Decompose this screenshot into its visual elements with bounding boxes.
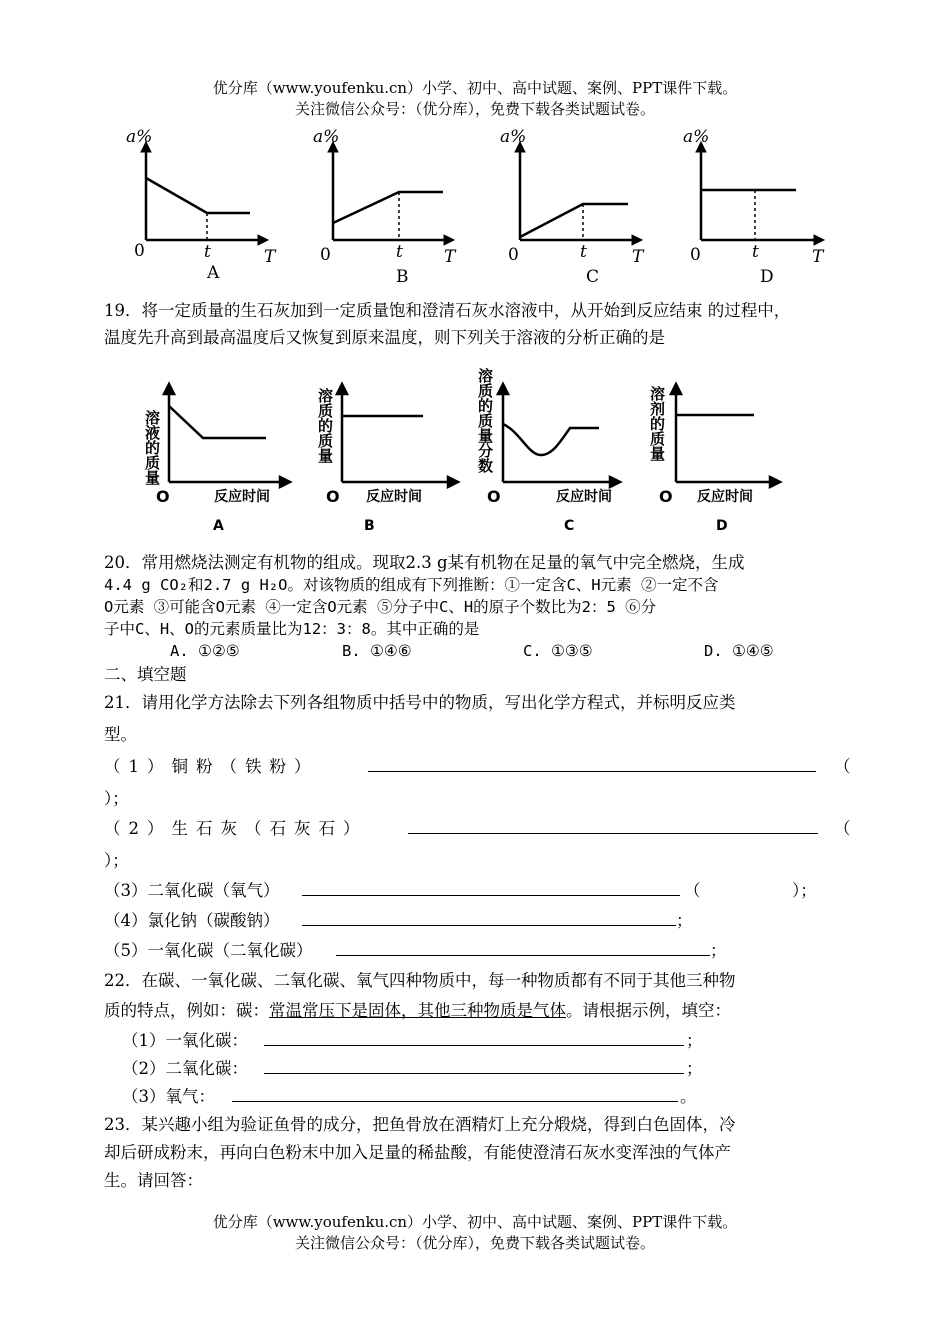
q20-line-1: 20．常用燃烧法测定有机物的组成。现取2.3 g某有机物在足量的氧气中完全燃烧，生成: [104, 553, 745, 572]
q22-item-3: （3）氧气：: [122, 1087, 215, 1106]
ylabel-19c: 溶质的质量分数: [476, 368, 494, 473]
q21-open-paren-3: （: [684, 881, 701, 900]
q23-line-2: 却后研成粉末，再向白色粉末中加入足量的稀盐酸，有能使澄清石灰水变浑浊的气体产: [104, 1143, 731, 1162]
ylabel-19d: 溶剂的质量: [648, 386, 666, 461]
graph-18c: [515, 142, 642, 245]
xlabel-18b: T: [444, 247, 456, 267]
origin-18b: 0: [320, 245, 331, 265]
q20-option-c: C. ①③⑤: [523, 642, 593, 660]
xlabel-19c: 反应时间: [556, 489, 612, 505]
q21-close-paren-3: ）；: [792, 881, 817, 900]
q23-line-3: 生。请回答：: [104, 1171, 203, 1190]
origin-19c: O: [487, 487, 501, 506]
q21-line-1: 21．请用化学方法除去下列各组物质中括号中的物质，写出化学方程式，并标明反应类: [104, 693, 736, 712]
mark-18a: t: [204, 242, 211, 262]
ylabel-19a: 溶液的质量: [143, 410, 161, 485]
mark-18b: t: [396, 242, 403, 262]
option-19d: D: [716, 518, 728, 534]
origin-18c: 0: [508, 245, 519, 265]
option-18c: C: [586, 267, 600, 287]
graph-19a: [164, 384, 290, 487]
option-18b: B: [396, 267, 409, 287]
q21-answer-1[interactable]: [368, 755, 816, 772]
q22-line-1: 22．在碳、一氧化碳、二氧化碳、氧气四种物质中，每一种物质都有不同于其他三种物: [104, 971, 736, 990]
q22-line-2: [104, 1000, 731, 1022]
option-19b: B: [364, 518, 375, 534]
q22-semicolon-1: ；: [686, 1031, 703, 1050]
xlabel-19d: 反应时间: [697, 489, 753, 505]
origin-19b: O: [326, 487, 340, 506]
section-2-title: 二、填空题: [104, 665, 187, 684]
xlabel-18c: T: [632, 247, 644, 267]
graph-19b: [337, 384, 458, 487]
q21-open-paren-2: （: [834, 819, 851, 838]
option-19a: A: [213, 518, 224, 534]
q22-line-2-prefix: 质的特点，例如：碳：: [104, 1001, 269, 1020]
q20-line-2: 4.4 g CO₂和2.7 g H₂O。对该物质的组成有下列推断：①一定含C、H元素 ②一定不含: [104, 576, 719, 594]
q20-line-4: 子中C、H、O的元素质量比为12：3：8。其中正确的是: [104, 620, 480, 638]
q19-line-2: 温度先升高到最高温度后又恢复到原来温度，则下列关于溶液的分析正确的是: [104, 328, 665, 347]
q21-item-2: （2）生石灰（石灰石）: [104, 819, 368, 838]
q22-example-answer: 常温常压下是固体，其他三种物质是气体: [269, 1001, 566, 1020]
q20-option-b: B. ①④⑥: [342, 642, 412, 660]
xlabel-19b: 反应时间: [366, 489, 422, 505]
q21-close-paren-1: ）；: [104, 789, 129, 808]
q22-period-3: 。: [680, 1087, 697, 1106]
footer-line-2: 关注微信公众号：（优分库），免费下载各类试题试卷。: [294, 1234, 655, 1252]
q21-item-3: （3）二氧化碳（氧气）: [104, 881, 280, 900]
q20-option-d: D. ①④⑤: [704, 642, 774, 660]
xlabel-18a: T: [264, 247, 276, 267]
q22-answer-3[interactable]: [232, 1085, 678, 1102]
graphs-q18: [0, 118, 950, 290]
q21-open-paren-1: （: [834, 757, 851, 776]
q21-close-paren-2: ）；: [104, 851, 129, 870]
q22-item-2: （2）二氧化碳：: [122, 1059, 248, 1078]
header-line-1: 优分库（www.youfenku.cn）小学、初中、高中试题、案例、PPT课件下载。: [212, 79, 738, 97]
q21-semicolon-4: ；: [676, 911, 693, 930]
q22-item-1: （1）一氧化碳：: [122, 1031, 248, 1050]
q21-item-1: （1）铜粉（铁粉）: [104, 757, 319, 776]
option-19c: C: [564, 518, 575, 534]
q21-answer-4[interactable]: [302, 909, 676, 926]
graph-18a: [141, 142, 268, 245]
q21-item-5: （5）一氧化碳（二氧化碳）: [104, 941, 313, 960]
q22-semicolon-2: ；: [686, 1059, 703, 1078]
graph-18b: [328, 142, 454, 245]
q22-answer-2[interactable]: [264, 1057, 684, 1074]
origin-19d: O: [659, 487, 673, 506]
graph-19c: [498, 384, 620, 487]
ylabel-18a: a%: [126, 127, 153, 147]
graph-18d: [696, 142, 824, 245]
q22-line-2-suffix: 。请根据示例，填空：: [566, 1001, 731, 1020]
q19-line-1: 19．将一定质量的生石灰加到一定质量饱和澄清石灰水溶液中，从开始到反应结束 的过程中，: [104, 301, 791, 320]
q21-answer-5[interactable]: [336, 939, 710, 956]
origin-18a: 0: [134, 241, 145, 261]
mark-18d: t: [752, 242, 759, 262]
ylabel-19b: 溶质的质量: [316, 388, 334, 463]
header-line-2: 关注微信公众号：（优分库），免费下载各类试题试卷。: [294, 100, 655, 118]
q23-line-1: 23．某兴趣小组为验证鱼骨的成分，把鱼骨放在酒精灯上充分煅烧，得到白色固体，冷: [104, 1115, 736, 1134]
option-18d: D: [760, 267, 774, 287]
xlabel-18d: T: [812, 247, 824, 267]
footer-line-1: 优分库（www.youfenku.cn）小学、初中、高中试题、案例、PPT课件下载。: [212, 1213, 738, 1231]
q20-option-a: A. ①②⑤: [170, 642, 240, 660]
q21-type-3[interactable]: [706, 879, 790, 895]
q21-semicolon-5: ；: [710, 941, 727, 960]
q22-answer-1[interactable]: [264, 1029, 684, 1046]
graph-19d: [671, 384, 780, 487]
q21-answer-3[interactable]: [302, 879, 680, 896]
origin-19a: O: [156, 487, 170, 506]
xlabel-19a: 反应时间: [214, 489, 270, 505]
q21-line-2: 型。: [104, 725, 137, 744]
origin-18d: 0: [690, 245, 701, 265]
ylabel-18c: a%: [500, 127, 527, 147]
q21-answer-2[interactable]: [408, 817, 818, 834]
option-18a: A: [207, 263, 220, 283]
ylabel-18d: a%: [683, 127, 710, 147]
q21-item-4: （4）氯化钠（碳酸钠）: [104, 911, 280, 930]
graphs-q19: [0, 358, 950, 538]
ylabel-18b: a%: [313, 127, 340, 147]
q20-line-3: O元素 ③可能含O元素 ④一定含O元素 ⑤分子中C、H的原子个数比为2：5 ⑥分: [104, 598, 657, 616]
mark-18c: t: [580, 242, 587, 262]
